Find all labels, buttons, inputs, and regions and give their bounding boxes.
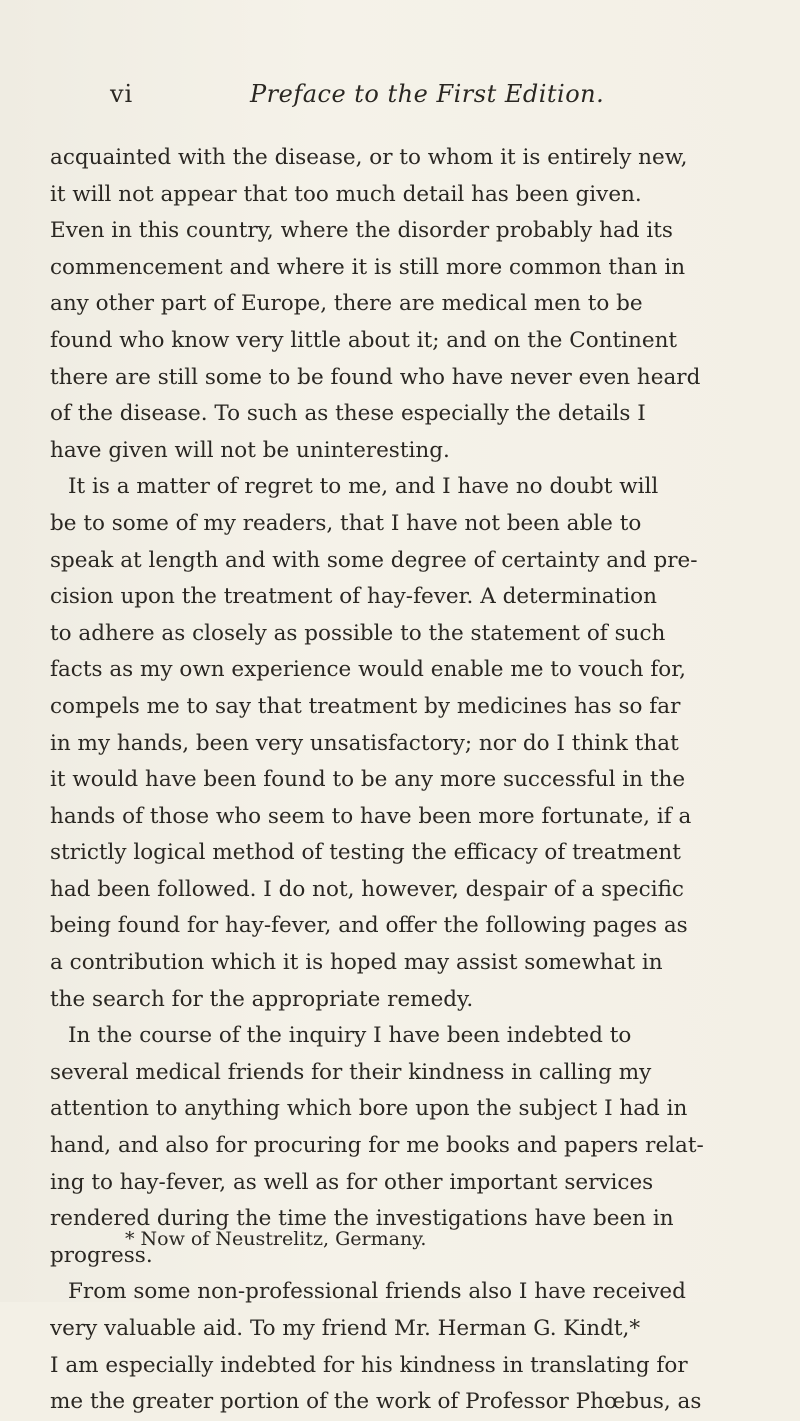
text-line: very valuable aid. To my friend Mr. Herman G. Kindt,* [50,1316,641,1341]
text-line: a contribution which it is hoped may assist somewhat in [50,950,663,976]
text-line: being found for hay-fever, and offer the following pages as [50,913,688,939]
text-line: commencement and where it is still more common than in [50,254,686,280]
text-line: ing to hay-fever, as well as for other important services [50,1169,654,1195]
text-line: acquainted with the disease, or to whom it is entirely new, [50,145,688,170]
page-header [110,80,730,120]
text-line: Even in this country, where the disorder probably had its [50,218,673,244]
footnote: * Now of Neustrelitz, Germany. [125,1228,427,1250]
text-line: strictly logical method of testing the efficacy of treatment [50,840,681,866]
text-line: attention to anything which bore upon the subject I had in [50,1096,688,1122]
text-line: From some non-professional friends also I have received [68,1279,686,1305]
text-line: speak at length and with some degree of certainty and pre- [50,547,698,573]
text-line: I am especially indebted for his kindness in translating for [50,1352,688,1378]
text-line: to adhere as closely as possible to the statement of such [50,620,666,646]
page-number: vi [110,80,134,108]
running-title: Preface to the First Edition. [250,80,605,108]
text-line: there are still some to be found who have never even heard [50,364,701,390]
text-line: me the greater portion of the work of Professor Phœbus, as [50,1389,702,1415]
text-line: of the disease. To such as these especially the details I [50,401,646,427]
text-line: any other part of Europe, there are medical men to be [50,291,643,317]
text-line: facts as my own experience would enable me to vouch for, [50,657,686,683]
text-line: it would have been found to be any more successful in the [50,767,686,793]
text-line: hand, and also for procuring for me books and papers relat- [50,1133,704,1159]
text-line: It is a matter of regret to me, and I have no doubt will [68,474,659,500]
text-line: had been followed. I do not, however, despair of a specific [50,876,684,902]
text-line: rendered during the time the investigations have been in [50,1206,674,1232]
text-line: compels me to say that treatment by medicines has so far [50,693,681,719]
text-line: the search for the appropriate remedy. [50,986,474,1012]
text-line: progress. [50,1242,153,1268]
text-line: be to some of my readers, that I have not been able to [50,510,642,536]
text-line: have given will not be uninteresting. [50,437,450,463]
text-line: hands of those who seem to have been more fortunate, if a [50,803,692,829]
text-line: In the course of the inquiry I have been indebted to [68,1023,632,1049]
text-line: in my hands, been very unsatisfactory; nor do I think that [50,730,679,756]
text-line: cision upon the treatment of hay-fever. A determination [50,584,657,610]
text-line: found who know very little about it; and on the Continent [50,327,678,353]
text-line: several medical friends for their kindness in calling my [50,1059,652,1085]
text-line: it will not appear that too much detail has been given. [50,181,642,207]
